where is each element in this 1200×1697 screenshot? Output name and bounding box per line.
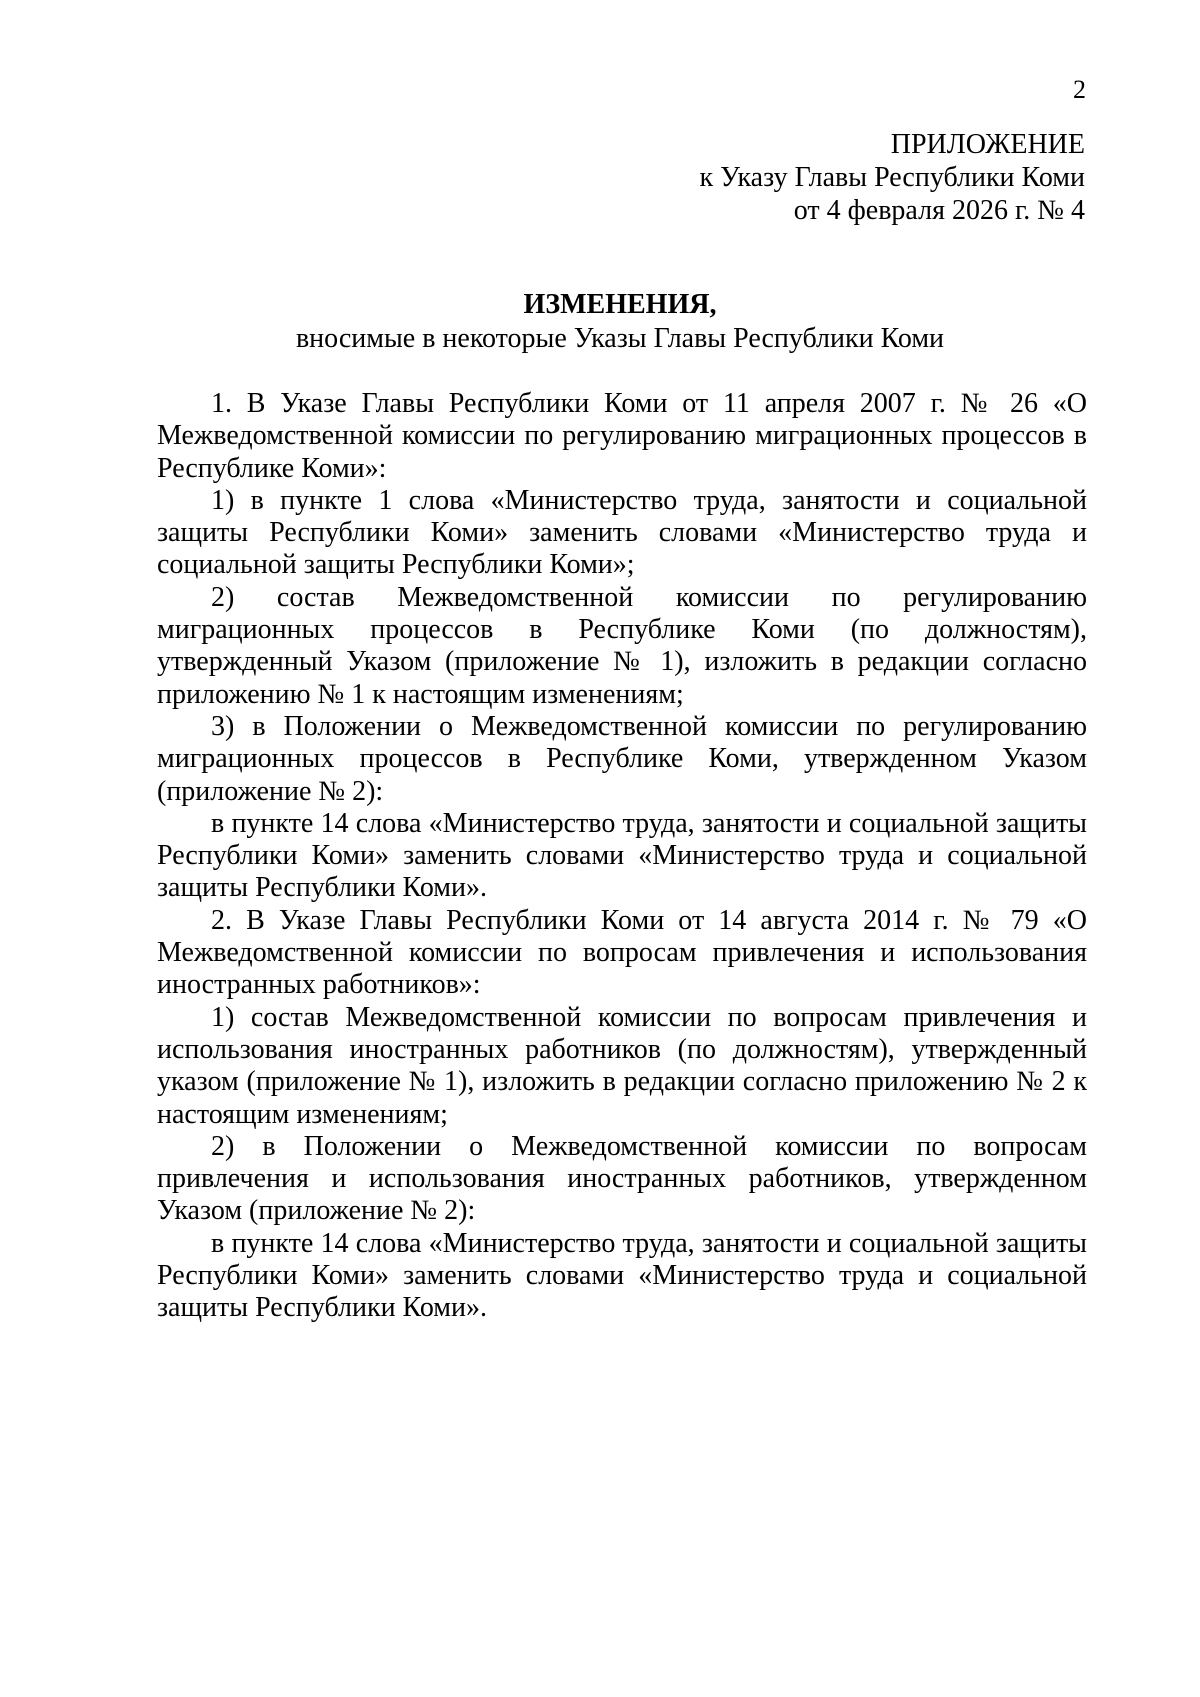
appendix-label: ПРИЛОЖЕНИЕ <box>890 129 1085 160</box>
paragraph-2: 2. В Указе Главы Республики Коми от 14 августа 2014 г. № 79 «О Межведомственной комиссии по вопросам привлечения и использования иностранных работников»: <box>157 904 1087 1001</box>
paragraph-1-1: 1) в пункте 1 слова «Министерство труда, занятости и социальной защиты Республики Коми» заменить словами «Министерство труда и социальной защиты Республики Коми»; <box>157 484 1087 581</box>
document-body <box>157 388 1087 1325</box>
paragraph-1-2: 2) состав Межведомственной комиссии по регулированию миграционных процессов в Республике Коми (по должностям), утвержденный Указом (приложение № 1), изложить в редакции согласно приложению № 1 к настоящим изменениям; <box>157 581 1087 710</box>
document-subtitle: вносимые в некоторые Указы Главы Республики Коми <box>295 323 945 354</box>
paragraph-2-1: 1) состав Межведомственной комиссии по вопросам привлечения и использования иностранных работников (по должностям), утвержденный указом (приложение № 1), изложить в редакции согласно приложению № 2 к настоящим изменениям; <box>157 1001 1087 1130</box>
paragraph-2-2: 2) в Положении о Межведомственной комиссии по вопросам привлечения и использования иностранных работников, утвержденном Указом (приложение № 2): <box>157 1130 1087 1227</box>
document-title: ИЗМЕНЕНИЯ, <box>523 289 717 320</box>
appendix-reference: к Указу Главы Республики Коми <box>699 162 1085 193</box>
paragraph-1-3-text: в пункте 14 слова «Министерство труда, занятости и социальной защиты Республики Коми» заменить словами «Министерство труда и социальной защиты Республики Коми». <box>157 807 1087 904</box>
page-number: 2 <box>1073 75 1086 104</box>
appendix-header <box>700 128 1085 227</box>
paragraph-2-2-text: в пункте 14 слова «Министерство труда, занятости и социальной защиты Республики Коми» заменить словами «Министерство труда и социальной защиты Республики Коми». <box>157 1227 1087 1324</box>
appendix-date: от 4 февраля 2026 г. № 4 <box>793 195 1085 226</box>
paragraph-1-3: 3) в Положении о Межведомственной комиссии по регулированию миграционных процессов в Республике Коми, утвержденном Указом (приложение № 2): <box>157 710 1087 807</box>
paragraph-1: 1. В Указе Главы Республики Коми от 11 апреля 2007 г. № 26 «О Межведомственной комиссии по регулированию миграционных процессов в Республике Коми»: <box>157 388 1087 484</box>
